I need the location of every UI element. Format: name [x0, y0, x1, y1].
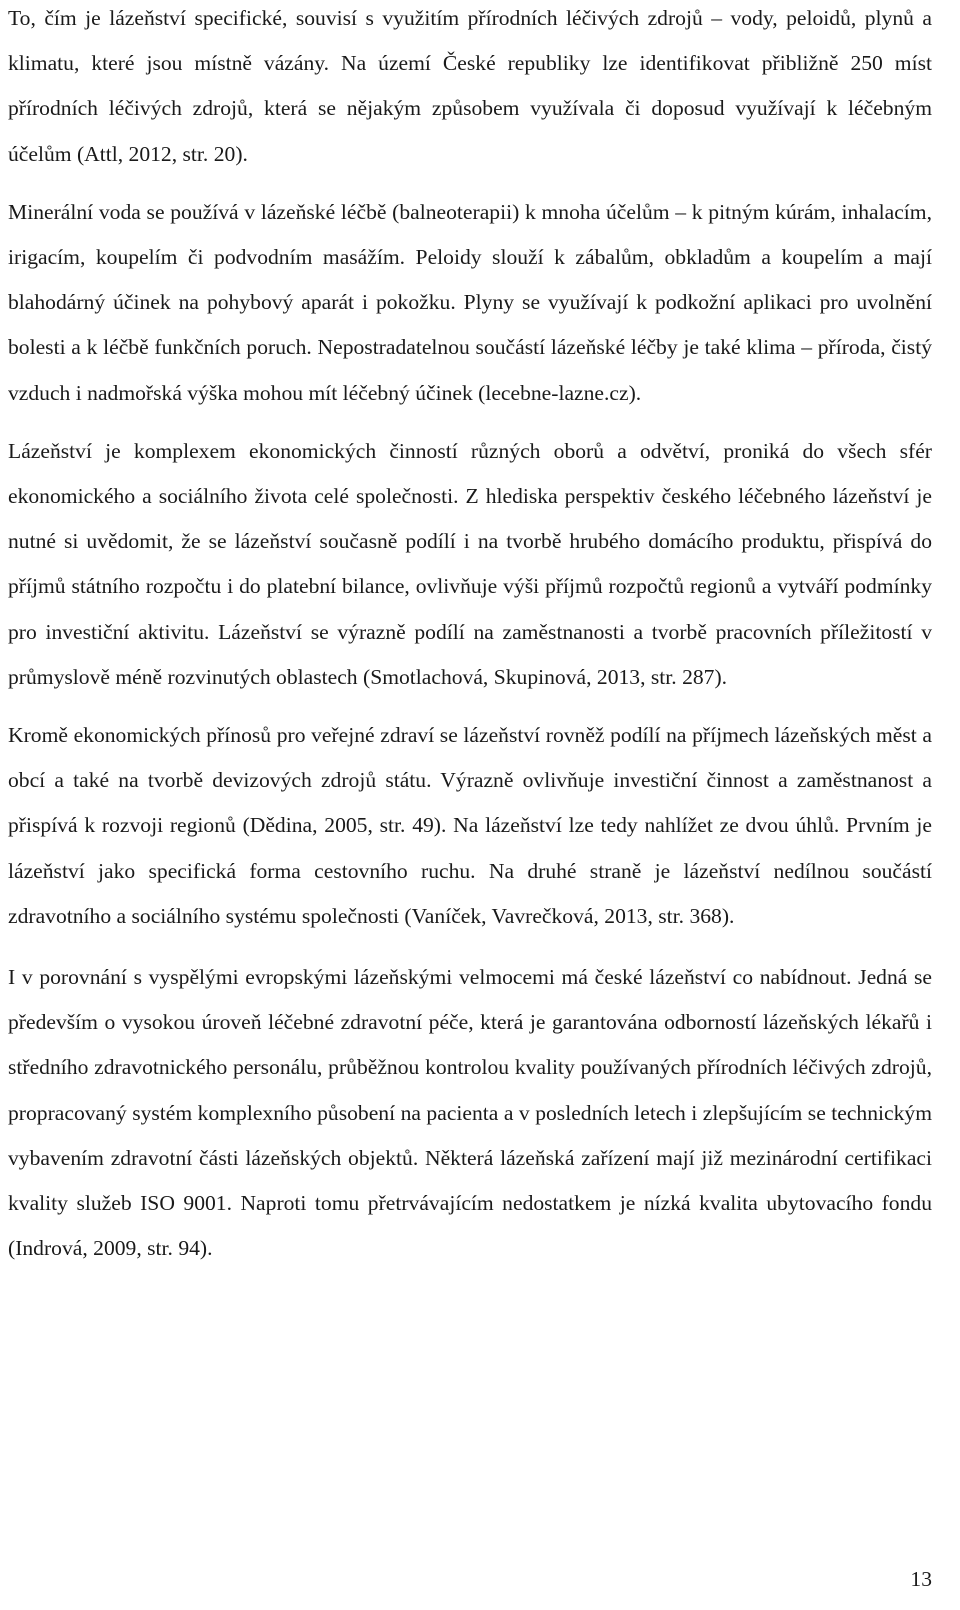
paragraph-spa-benefits: Kromě ekonomických přínosů pro veřejné zdraví se lázeňství rovněž podílí na příjmech lázeňských měst a obcí a také na tvorbě devizových zdrojů státu. Výrazně ovlivňuje investiční činnost a zaměstnanost a přispívá k rozvoji regionů (Dědina, 2005, str. 49). Na lázeňství lze tedy nahlížet ze dvou úhlů. Prvním je lázeňství jako specifická forma cestovního ruchu. Na druhé straně je lázeňství nedílnou součástí zdravotního a sociálního systému společnosti (Vaníček, Vavrečková, 2013, str. 368).: [8, 723, 932, 928]
paragraph-spa-economics: Lázeňství je komplexem ekonomických činností různých oborů a odvětví, proniká do všech sfér ekonomického a sociálního života celé společnosti. Z hlediska perspektiv českého léčebného lázeňství je nutné si uvědomit, že se lázeňství současně podílí i na tvorbě hrubého domácího produktu, přispívá do příjmů státního rozpočtu i do platební bilance, ovlivňuje výši příjmů rozpočtů regionů a vytváří podmínky pro investiční aktivitu. Lázeňství se výrazně podílí na zaměstnanosti a tvorbě pracovních příležitostí v průmyslově méně rozvinutých oblastech (Smotlachová, Skupinová, 2013, str. 287).: [8, 438, 932, 689]
paragraph-mineral-water-uses: Minerální voda se používá v lázeňské léčbě (balneoterapii) k mnoha účelům – k pitným kúrám, inhalacím, irigacím, koupelím či podvodním masážím. Peloidy slouží k zábalům, obkladům a koupelím a mají blahodárný účinek na pohybový aparát i pokožku. Plyny se využívají k podkožní aplikaci pro uvolnění bolesti a k léčbě funkčních poruch. Nepostradatelnou součástí lázeňské léčby je také klima – příroda, čistý vzduch i nadmořská výška mohou mít léčebný účinek (lecebne-lazne.cz).: [8, 199, 932, 405]
page-number: 13: [910, 1567, 932, 1591]
paragraph-natural-healing-resources: To, čím je lázeňství specifické, souvisí s využitím přírodních léčivých zdrojů – vody, peloidů, plynů a klimatu, které jsou místně vázány. Na území České republiky lze identifikovat přibližně 250 míst přírodních léčivých zdrojů, která se nějakým způsobem využívala či doposud využívají k léčebným účelům (Attl, 2012, str. 20).: [8, 6, 932, 166]
document-body: [8, 0, 932, 1271]
paragraph-czech-spa-comparison: I v porovnání s vyspělými evropskými lázeňskými velmocemi má české lázeňství co nabídnout. Jedná se především o vysokou úroveň léčebné zdravotní péče, která je garantována odborností lázeňských lékařů i středního zdravotnického personálu, průběžnou kontrolou kvality používaných přírodních léčivých zdrojů, propracovaný systém komplexního působení na pacienta a v posledních letech i zlepšujícím se technickým vybavením zdravotní části lázeňských objektů. Některá lázeňská zařízení mají již mezinárodní certifikaci kvality služeb ISO 9001. Naproti tomu přetrvávajícím nedostatkem je nízká kvalita ubytovacího fondu (Indrová, 2009, str. 94).: [8, 965, 932, 1261]
